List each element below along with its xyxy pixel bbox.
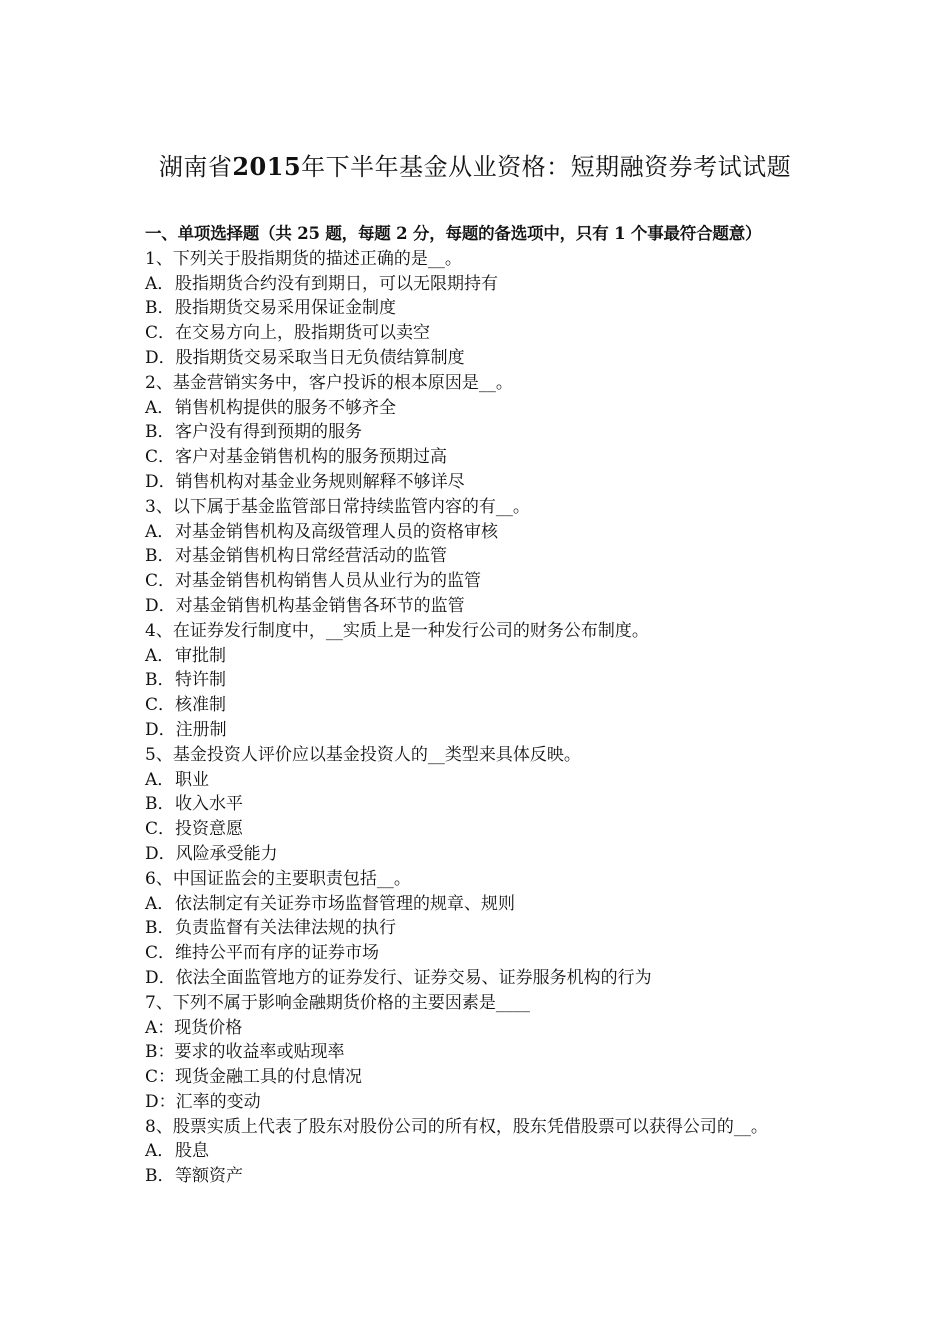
option-3c <box>145 569 820 594</box>
question-3: 3、以下属于基金监管部日常持续监管内容的有__。 <box>145 496 530 517</box>
option-8a <box>145 1139 820 1164</box>
option-letter: C： <box>145 1067 176 1088</box>
option-letter: C． <box>145 943 176 964</box>
section-heading: 一、单项选择题（共 25 题，每题 2 分，每题的备选项中，只有 1 个事最符合题意） <box>145 224 762 243</box>
option-letter: B． <box>145 422 175 443</box>
option-text: 投资意愿 <box>175 819 244 840</box>
option-1d <box>145 346 820 371</box>
option-letter: A． <box>145 893 175 914</box>
option-7b <box>145 1040 820 1065</box>
question-2: 2、基金营销实务中，客户投诉的根本原因是__。 <box>145 372 513 393</box>
question-7: 7、下列不属于影响金融期货价格的主要因素是____ <box>145 992 530 1013</box>
option-3a <box>145 520 820 545</box>
option-text: 股指期货合约没有到期日，可以无限期持有 <box>175 273 498 294</box>
title-suffix: 年下半年基金从业资格：短期融资券考试试题 <box>301 153 792 181</box>
option-text: 客户对基金销售机构的服务预期过高 <box>175 447 448 468</box>
option-text: 依法全面监管地方的证券发行、证券交易、证券服务机构的行为 <box>175 967 652 988</box>
option-2c <box>145 445 820 470</box>
option-letter: B． <box>145 670 175 691</box>
option-text: 销售机构对基金业务规则解释不够详尽 <box>175 471 465 492</box>
option-letter: B． <box>145 546 175 567</box>
option-letter: B． <box>145 794 175 815</box>
option-5b <box>145 792 820 817</box>
option-letter: A： <box>145 1017 175 1038</box>
option-6d <box>145 966 820 991</box>
option-3d <box>145 594 820 619</box>
option-text: 等额资产 <box>175 1166 243 1187</box>
option-letter: A． <box>145 273 175 294</box>
option-1c <box>145 321 820 346</box>
option-letter: A． <box>145 645 175 666</box>
option-8b <box>145 1164 820 1189</box>
option-text: 对基金销售机构基金销售各环节的监管 <box>175 595 465 616</box>
option-letter: C． <box>145 571 176 592</box>
option-text: 对基金销售机构及高级管理人员的资格审核 <box>175 521 498 542</box>
option-5a <box>145 768 820 793</box>
option-letter: C． <box>145 695 176 716</box>
option-2a <box>145 396 820 421</box>
option-text: 收入水平 <box>175 794 243 815</box>
option-letter: D． <box>145 843 176 864</box>
title-prefix: 湖南省 <box>158 153 233 181</box>
question-8: 8、股票实质上代表了股东对股份公司的所有权，股东凭借股票可以获得公司的__。 <box>145 1116 768 1137</box>
question-4: 4、在证券发行制度中，__实质上是一种发行公司的财务公布制度。 <box>145 620 649 641</box>
option-7c <box>145 1065 820 1090</box>
option-5c <box>145 817 820 842</box>
option-5d <box>145 842 820 867</box>
option-4a <box>145 644 820 669</box>
option-7a <box>145 1016 820 1041</box>
option-text: 现货价格 <box>174 1017 243 1038</box>
option-text: 要求的收益率或贴现率 <box>174 1042 345 1063</box>
option-6b <box>145 916 820 941</box>
option-letter: A． <box>145 397 175 418</box>
option-6c <box>145 941 820 966</box>
option-letter: A． <box>145 521 175 542</box>
option-7d <box>145 1090 820 1115</box>
option-1a <box>145 272 820 297</box>
option-6a <box>145 892 820 917</box>
option-letter: B． <box>145 298 175 319</box>
option-text: 现货金融工具的付息情况 <box>175 1067 363 1088</box>
page-title <box>0 150 950 184</box>
option-4d <box>145 718 820 743</box>
option-text: 股指期货交易采取当日无负债结算制度 <box>175 347 465 368</box>
option-text: 股指期货交易采用保证金制度 <box>175 298 396 319</box>
option-letter: C． <box>145 447 176 468</box>
option-letter: B． <box>145 1166 175 1187</box>
option-text: 特许制 <box>175 670 226 691</box>
option-2b <box>145 420 820 445</box>
question-5: 5、基金投资人评价应以基金投资人的__类型来具体反映。 <box>145 744 581 765</box>
option-letter: D． <box>145 967 176 988</box>
option-text: 核准制 <box>175 695 227 716</box>
option-text: 负责监督有关法律法规的执行 <box>175 918 396 939</box>
option-letter: A． <box>145 1141 175 1162</box>
option-text: 职业 <box>175 769 209 790</box>
option-letter: A． <box>145 769 175 790</box>
exam-content <box>145 222 820 1189</box>
option-2d <box>145 470 820 495</box>
question-6: 6、中国证监会的主要职责包括__。 <box>145 868 411 889</box>
option-letter: D． <box>145 471 176 492</box>
option-letter: D． <box>145 347 176 368</box>
option-letter: B： <box>145 1042 175 1063</box>
option-text: 销售机构提供的服务不够齐全 <box>175 397 396 418</box>
option-text: 对基金销售机构销售人员从业行为的监管 <box>175 571 482 592</box>
option-3b <box>145 544 820 569</box>
option-letter: D． <box>145 595 176 616</box>
option-letter: D． <box>145 719 176 740</box>
option-letter: D： <box>145 1091 176 1112</box>
option-letter: C． <box>145 819 176 840</box>
option-4c <box>145 693 820 718</box>
option-text: 审批制 <box>175 645 226 666</box>
option-text: 对基金销售机构日常经营活动的监管 <box>175 546 447 567</box>
option-letter: B． <box>145 918 175 939</box>
option-text: 在交易方向上，股指期货可以卖空 <box>175 323 431 344</box>
option-text: 依法制定有关证券市场监督管理的规章、规则 <box>175 893 515 914</box>
option-text: 注册制 <box>175 719 227 740</box>
option-text: 客户没有得到预期的服务 <box>175 422 362 443</box>
option-4b <box>145 668 820 693</box>
option-letter: C． <box>145 323 176 344</box>
question-1: 1、下列关于股指期货的描述正确的是__。 <box>145 248 462 269</box>
option-text: 汇率的变动 <box>175 1091 261 1112</box>
option-text: 维持公平而有序的证券市场 <box>175 943 380 964</box>
option-text: 风险承受能力 <box>175 843 278 864</box>
option-text: 股息 <box>175 1141 209 1162</box>
title-year: 2015 <box>232 152 302 181</box>
option-1b <box>145 296 820 321</box>
